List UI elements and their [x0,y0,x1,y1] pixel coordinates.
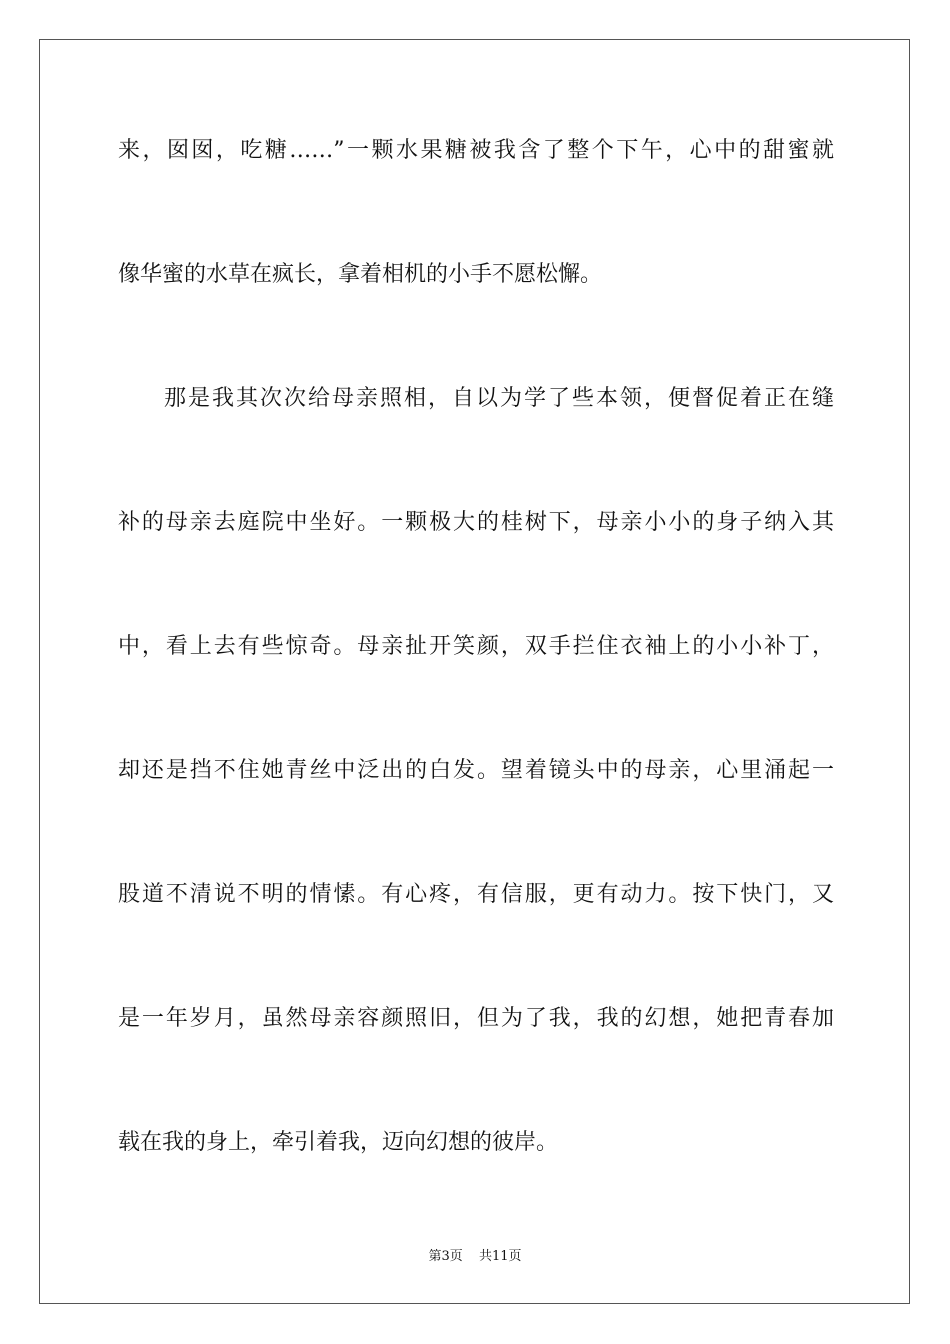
body-line-8: 是一年岁月，虽然母亲容颜照旧，但为了我，我的幻想，她把青春加 [118,1006,834,1031]
page-total: 共11页 [478,1249,522,1264]
page-footer [0,1248,950,1266]
body-line-6: 却还是挡不住她青丝中泛出的白发。望着镜头中的母亲，心里涌起一 [118,758,834,783]
page-frame [39,39,910,1304]
body-line-4: 补的母亲去庭院中坐好。一颗极大的桂树下，母亲小小的身子纳入其 [118,510,834,535]
body-line-3: 那是我其次次给母亲照相，自以为学了些本领，便督促着正在缝 [164,386,834,411]
body-line-1: 来，囡囡，吃糖……”一颗水果糖被我含了整个下午，心中的甜蜜就 [118,138,834,163]
page-number: 第3页 [428,1249,463,1264]
body-line-5: 中，看上去有些惊奇。母亲扯开笑颜，双手拦住衣袖上的小小补丁， [118,634,834,659]
body-line-9: 载在我的身上，牵引着我，迈向幻想的彼岸。 [118,1130,559,1155]
body-line-2: 像华蜜的水草在疯长，拿着相机的小手不愿松懈。 [118,262,603,287]
body-line-7: 股道不清说不明的情愫。有心疼，有信服，更有动力。按下快门，又 [118,882,834,907]
